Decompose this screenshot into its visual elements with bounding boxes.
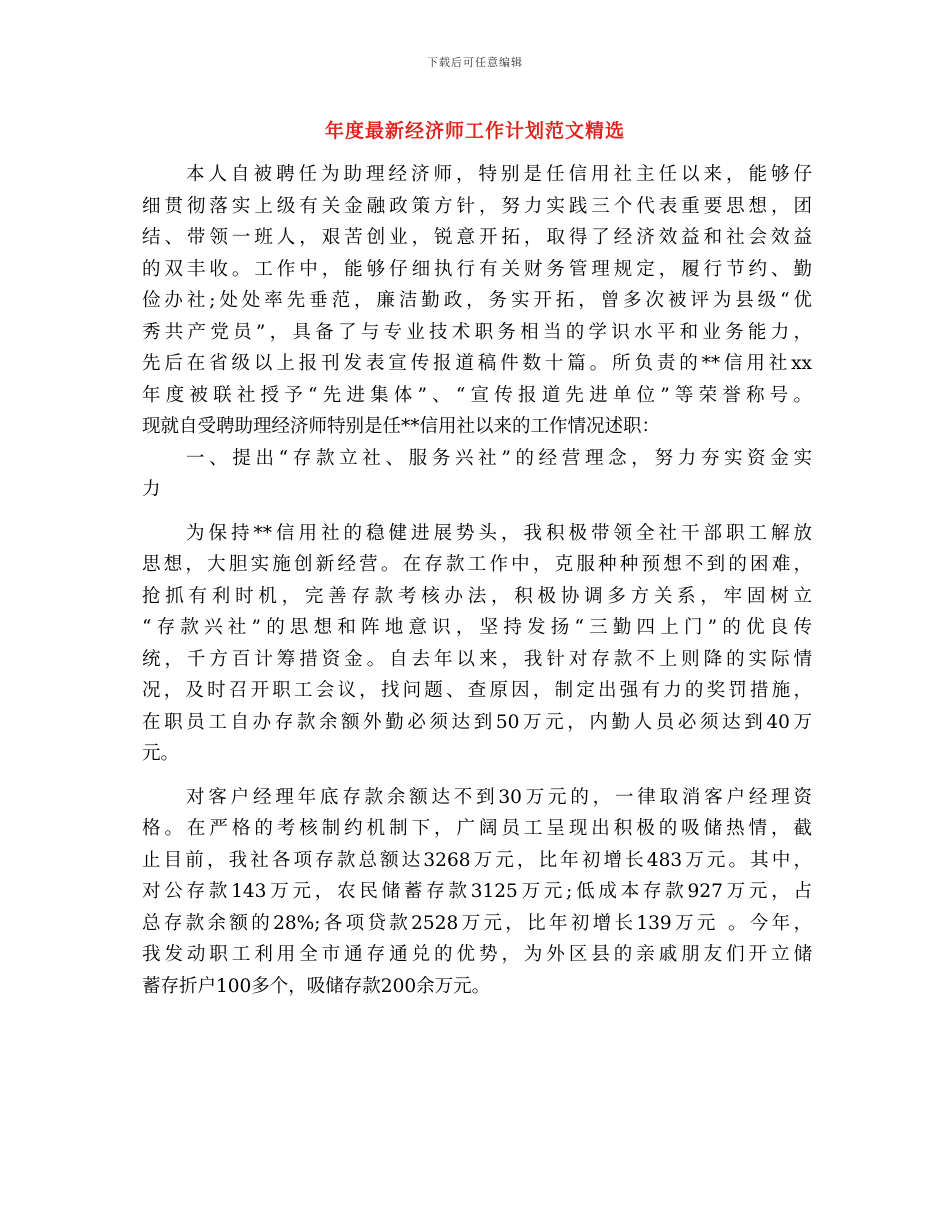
text-line: 止目前，我社各项存款总额达3268万元，比年初增长483万元。其中， <box>142 849 812 871</box>
text-line: 我发动职工利用全市通存通兑的优势，为外区县的亲戚朋友们开立储 <box>142 944 812 965</box>
text-line: 年度被联社授予“先进集体”、“宣传报道先进单位”等荣誉称号。 <box>142 384 812 406</box>
text-line: 在职员工自办存款余额外勤必须达到50万元，内勤人员必须达到40万 <box>142 711 812 733</box>
text-line: 为保持**信用社的稳健进展势头，我积极带领全社干部职工解放 <box>186 522 812 544</box>
text-line: “存款兴社”的思想和阵地意识，坚持发扬“三勤四上门”的优良传 <box>142 617 812 638</box>
section-heading-line: 力 <box>142 479 161 500</box>
text-line: 况，及时召开职工会议，找问题、查原因，制定出强有力的奖罚措施， <box>142 680 812 701</box>
text-line: 的双丰收。工作中，能够仔细执行有关财务管理规定，履行节约、勤 <box>142 258 812 280</box>
paragraph-block-3 <box>142 782 812 1003</box>
text-line: 结、带领一班人，艰苦创业，锐意开拓，取得了经济效益和社会效益 <box>142 227 812 248</box>
page-title: 年度最新经济师工作计划范文精选 <box>324 120 625 142</box>
text-line: 秀共产党员”，具备了与专业技术职务相当的学识水平和业务能力， <box>142 321 812 343</box>
text-line: 俭办社;处处率先垂范，廉洁勤政，务实开拓，曾多次被评为县级“优 <box>142 290 812 311</box>
text-line: 格。在严格的考核制约机制下，广阔员工呈现出积极的吸储热情，截 <box>142 818 812 839</box>
text-line: 思想，大胆实施创新经营。在存款工作中，克服种种预想不到的困难， <box>142 554 812 575</box>
text-line: 先后在省级以上报刊发表宣传报道稿件数十篇。所负责的**信用社xx <box>142 353 812 374</box>
section-heading-line: 一、提出“存款立社、服务兴社”的经营理念，努力夯实资金实 <box>186 447 812 469</box>
text-line: 蓄存折户100多个，吸储存款200余万元。 <box>142 975 491 997</box>
text-line: 细贯彻落实上级有关金融政策方针，努力实践三个代表重要思想，团 <box>142 195 812 217</box>
text-line: 抢抓有利时机，完善存款考核办法，积极协调多方关系，牢固树立 <box>142 585 812 607</box>
text-line: 现就自受聘助理经济师特别是任**信用社以来的工作情况述职： <box>142 416 661 437</box>
document-body <box>142 159 812 1014</box>
text-line: 元。 <box>142 743 180 764</box>
text-line: 对客户经理年底存款余额达不到30万元的，一律取消客户经理资 <box>186 786 812 808</box>
paragraph-block-1 <box>142 159 812 506</box>
text-line: 统，千方百计筹措资金。自去年以来，我针对存款不上则降的实际情 <box>142 648 812 670</box>
paragraph-block-2 <box>142 518 812 770</box>
text-line: 对公存款143万元，农民储蓄存款3125万元;低成本存款927万元，占 <box>142 881 812 902</box>
text-line: 本人自被聘任为助理经济师，特别是任信用社主任以来，能够仔 <box>186 164 812 185</box>
header-note: 下载后可任意编辑 <box>427 56 523 69</box>
text-line: 总存款余额的28%;各项贷款2528万元，比年初增长139万元 。今年， <box>142 912 812 934</box>
